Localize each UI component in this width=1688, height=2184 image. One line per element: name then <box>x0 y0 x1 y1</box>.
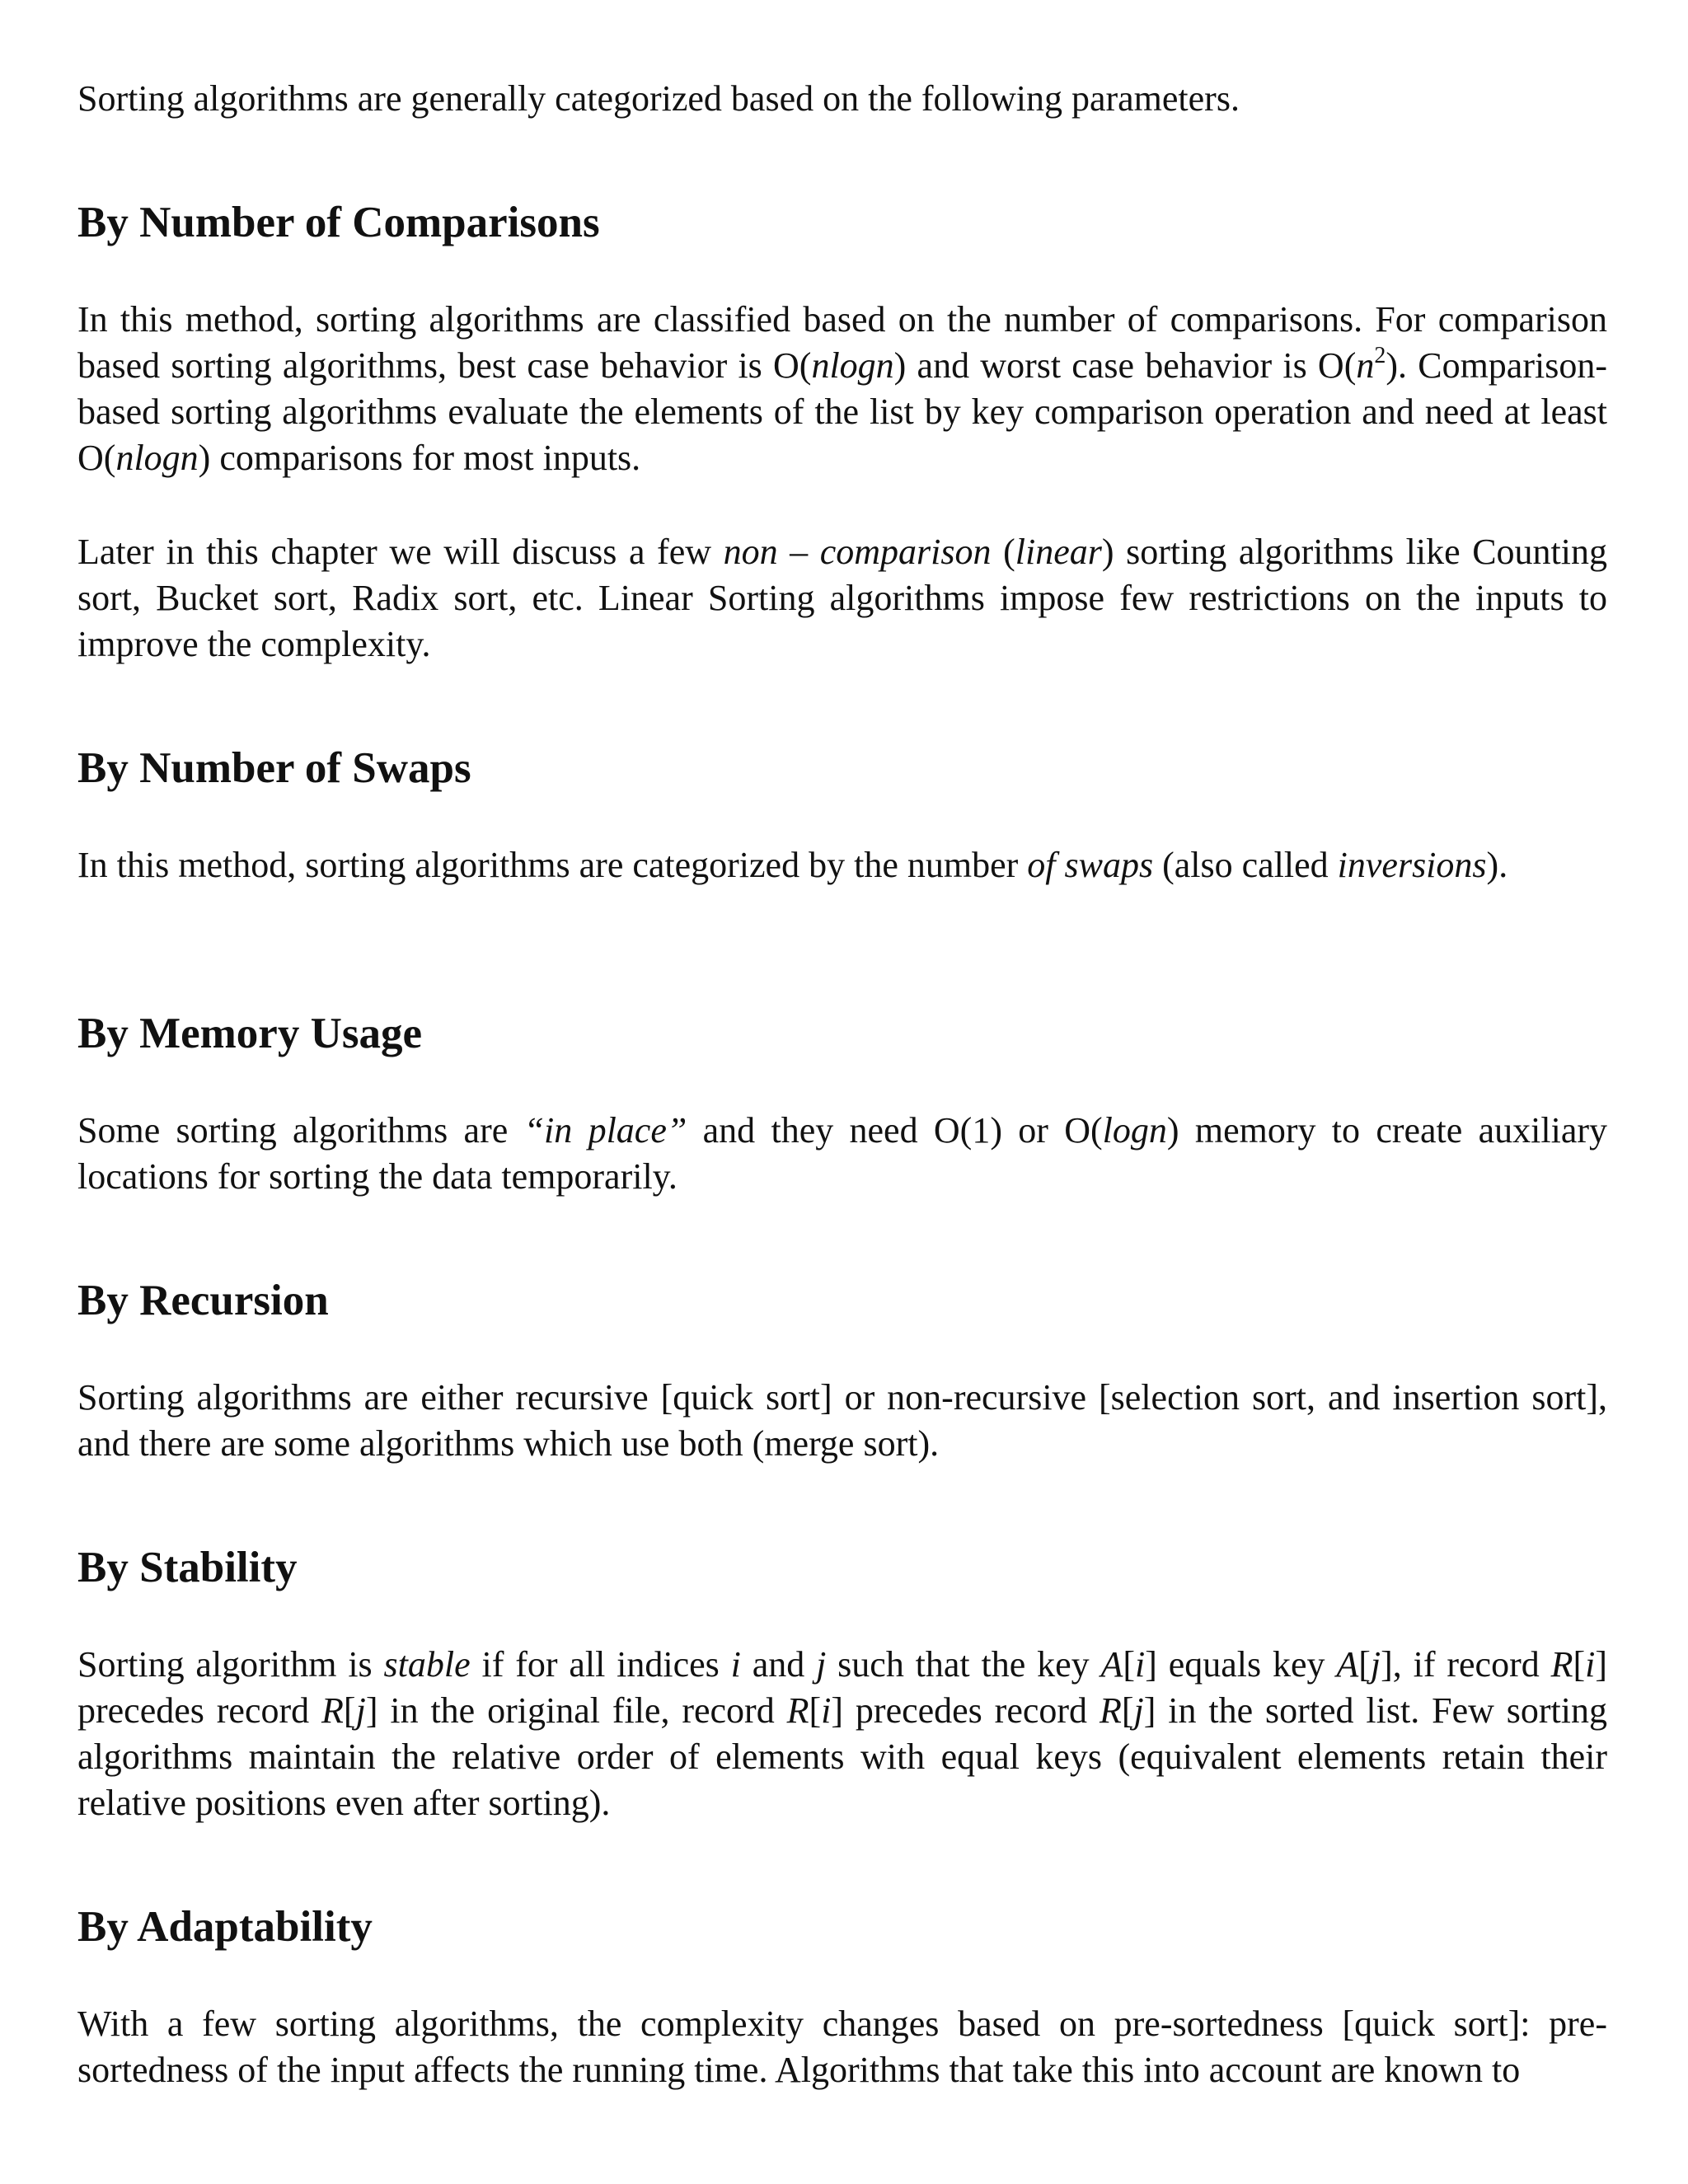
intro-paragraph: Sorting algorithms are generally categorized based on the following parameters. <box>77 78 1240 119</box>
heading-memory: By Memory Usage <box>77 1010 422 1057</box>
heading-comparisons: By Number of Comparisons <box>77 199 600 246</box>
heading-recursion: By Recursion <box>77 1277 329 1324</box>
recursion-paragraph: Sorting algorithms are either recursive [quick sort] or non-recursive [selection sort, and insertion sort], and there are some algorithms which use both (merge sort). <box>77 1377 1607 1464</box>
stability-paragraph: Sorting algorithm is stable if for all indices i and j such that the key A[i] equals key A[j], if record R[i] precedes record R[j] in the original file, record R[i] precedes record R[j] in the sorted list. Few sorting algorithms maintain the relative order of elements with equal keys (equivalent elements retain their relative positions even after sorting). <box>77 1644 1607 1823</box>
heading-adaptability: By Adaptability <box>77 1903 373 1951</box>
memory-paragraph: Some sorting algorithms are “in place” and they need O(1) or O(logn) memory to create auxiliary locations for sorting the data temporarily. <box>77 1110 1608 1197</box>
swaps-paragraph: In this method, sorting algorithms are categorized by the number of swaps (also called inversions). <box>77 845 1508 885</box>
adaptability-paragraph: With a few sorting algorithms, the complexity changes based on pre-sortedness [quick sort]: pre-sortedness of the input affects the running time. Algorithms that take this into account are known to <box>77 2004 1607 2090</box>
comparisons-paragraph-2: Later in this chapter we will discuss a few non – comparison (linear) sorting algorithms like Counting sort, Bucket sort, Radix sort, etc. Linear Sorting algorithms impose few restrictions on the inputs to improve the complexity. <box>77 532 1608 664</box>
heading-swaps: By Number of Swaps <box>77 744 471 792</box>
comparisons-paragraph-1: In this method, sorting algorithms are classified based on the number of comparisons. For comparison based sorting algorithms, best case behavior is O(nlogn) and worst case behavior is $O(n^2)$. Comparison-based sorting algorithms evaluate the elements of the list by key comparison operation and need at least O(nlogn) comparisons for most inputs. <box>77 299 1607 478</box>
heading-stability: By Stability <box>77 1544 298 1591</box>
